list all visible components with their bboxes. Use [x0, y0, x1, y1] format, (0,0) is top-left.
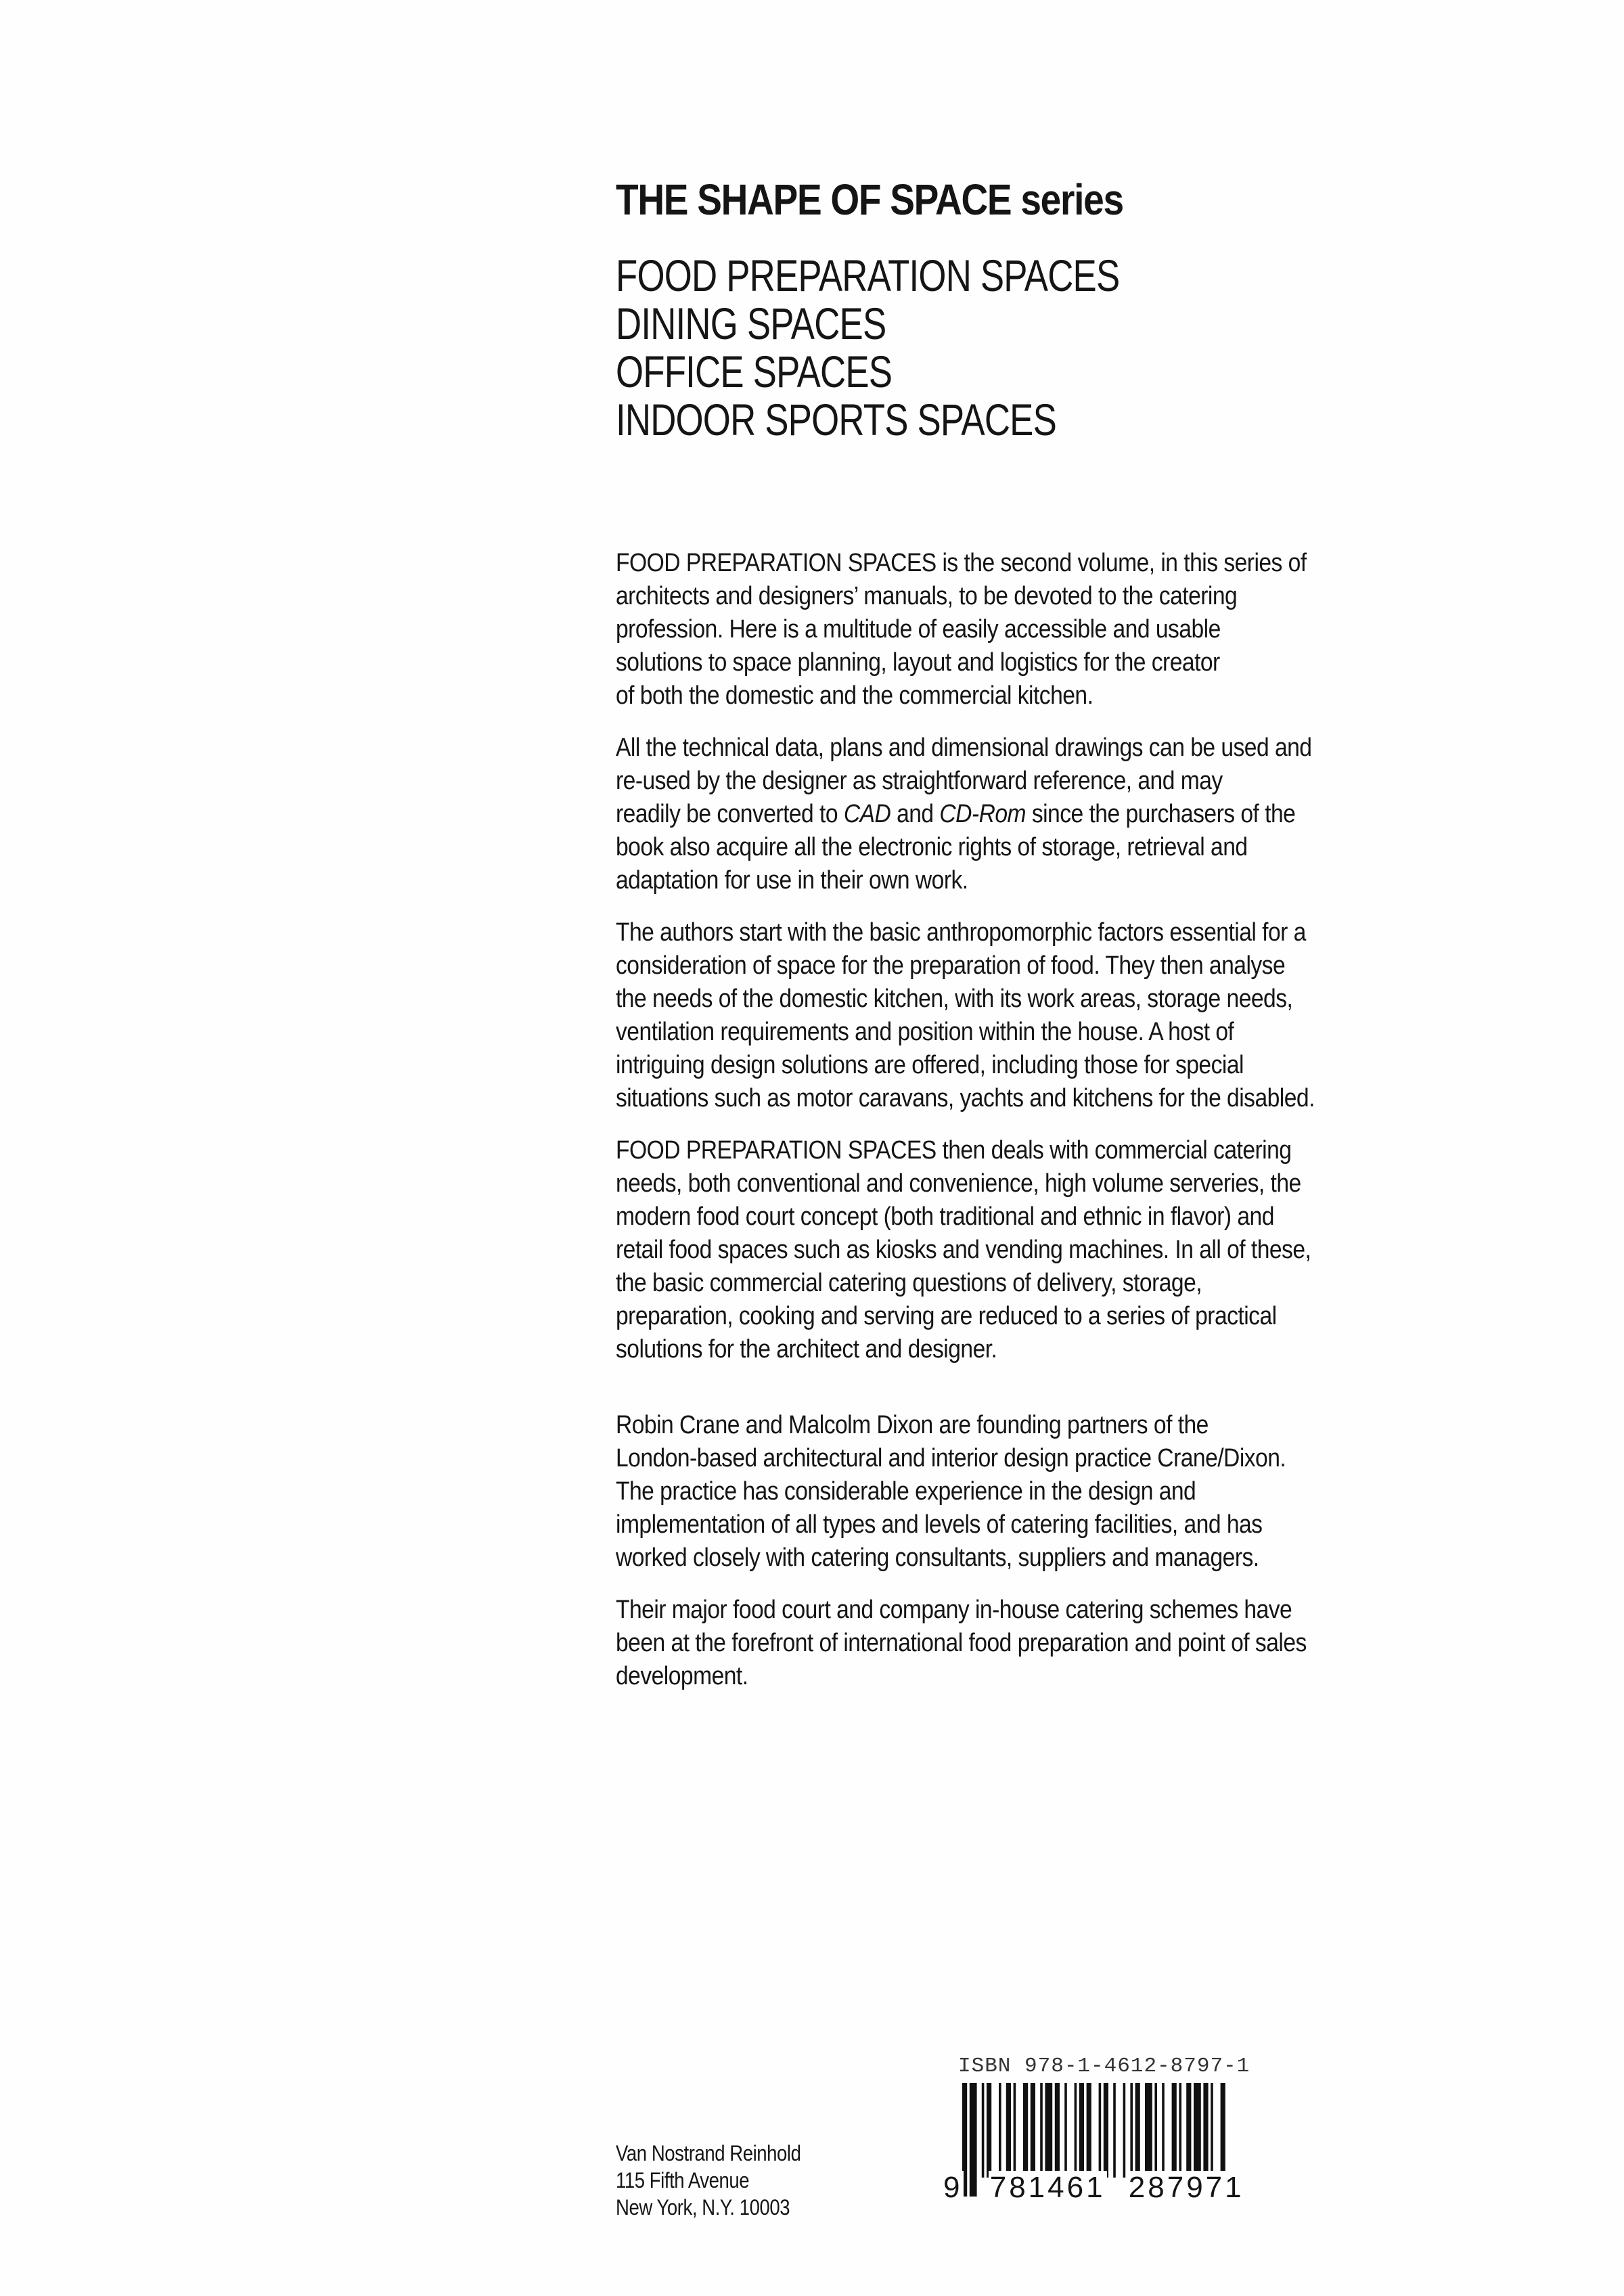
- text-line: London-based architectural and interior design practice Crane/Dixon.: [616, 1444, 1286, 1472]
- barcode-lead-digit: 9: [943, 2171, 963, 2204]
- series-title: THE SHAPE OF SPACE series: [616, 175, 1123, 224]
- text-line: the basic commercial catering questions of delivery, storage,: [616, 1269, 1202, 1297]
- barcode-bar: [1172, 2083, 1177, 2178]
- barcode-digit-group: 287971: [1128, 2171, 1244, 2204]
- text-line: modern food court concept (both traditional and ethnic in flavor) and: [616, 1202, 1274, 1231]
- text-line: solutions to space planning, layout and logistics for the creator: [616, 648, 1220, 677]
- publisher-address: [616, 2140, 831, 2221]
- text-line: re-used by the designer as straightforward reference, and may: [616, 767, 1223, 795]
- barcode-bar: [1023, 2083, 1028, 2178]
- text-line: worked closely with catering consultants, suppliers and managers.: [616, 1544, 1259, 1572]
- barcode-digit-group: 781461: [989, 2171, 1106, 2204]
- series-volume: OFFICE SPACES: [616, 346, 893, 397]
- series-volume: FOOD PREPARATION SPACES: [616, 250, 1120, 300]
- barcode-bar: [1211, 2083, 1213, 2178]
- barcode-bar: [1145, 2083, 1152, 2178]
- description-paragraph: [616, 731, 1462, 897]
- barcode-bar: [1079, 2083, 1084, 2178]
- text-line: implementation of all types and levels of catering facilities, and has: [616, 1510, 1263, 1539]
- cad-term: CAD: [843, 800, 891, 828]
- text-line: preparation, cooking and serving are reduced to a series of practical: [616, 1302, 1277, 1330]
- text-line: architects and designers’ manuals, to be devoted to the catering: [616, 582, 1238, 610]
- barcode-bar: [1179, 2083, 1181, 2178]
- barcode-bar: [1045, 2083, 1052, 2178]
- text-line: situations such as motor caravans, yachts and kitchens for the disabled.: [616, 1084, 1315, 1112]
- book-description: [616, 547, 1462, 1366]
- text-line: Their major food court and company in-house catering schemes have: [616, 1596, 1292, 1624]
- text-line: of both the domestic and the commercial kitchen.: [616, 681, 1093, 710]
- series-volume: INDOOR SPORTS SPACES: [616, 395, 1056, 445]
- text-line: needs, both conventional and convenience, high volume serveries, the: [616, 1169, 1301, 1198]
- barcode-bar: [1014, 2083, 1016, 2178]
- series-volume-list: [616, 252, 1246, 444]
- text-line: development.: [616, 1662, 748, 1690]
- text-line: book also acquire all the electronic rights of storage, retrieval and: [616, 833, 1248, 861]
- barcode-bar: [1123, 2083, 1126, 2178]
- text-line: FOOD PREPARATION SPACES is the second volume, in this series of: [616, 549, 1307, 577]
- isbn-label: ISBN 978-1-4612-8797-1: [958, 2054, 1250, 2078]
- cdrom-term: CD-Rom: [939, 800, 1027, 828]
- barcode-bar: [987, 2083, 991, 2178]
- text-line: adaptation for use in their own work.: [616, 866, 968, 895]
- barcode-bar: [1031, 2083, 1035, 2178]
- series-volume: DINING SPACES: [616, 298, 886, 348]
- barcode-bar: [1040, 2083, 1043, 2178]
- barcode-bar: [1203, 2083, 1208, 2178]
- barcode-bar: [1104, 2083, 1108, 2178]
- description-paragraph: [616, 916, 1462, 1115]
- author-bio: [616, 1409, 1462, 1693]
- text-line: ventilation requirements and position within the house. A host of: [616, 1018, 1234, 1046]
- barcode-bar: [1194, 2083, 1201, 2178]
- barcode-bar: [1130, 2083, 1133, 2178]
- text-line: [616, 798, 1364, 831]
- text-line: profession. Here is a multitude of easily accessible and usable: [616, 615, 1221, 644]
- text-line: consideration of space for the preparation of food. They then analyse: [616, 951, 1286, 980]
- text-line: solutions for the architect and designer.: [616, 1335, 997, 1364]
- barcode-bar: [982, 2083, 985, 2178]
- barcode-bar: [1113, 2083, 1116, 2178]
- barcode-bar: [1186, 2083, 1191, 2178]
- description-paragraph: [616, 1134, 1462, 1366]
- text-line: The practice has considerable experience in the design and: [616, 1477, 1196, 1506]
- publisher-city: New York, N.Y. 10003: [616, 2195, 790, 2220]
- barcode-bar: [1055, 2083, 1060, 2178]
- barcode-bar: [1099, 2083, 1102, 2178]
- barcode-bar: [1006, 2083, 1011, 2178]
- publisher-name: Van Nostrand Reinhold: [616, 2141, 801, 2165]
- publisher-street: 115 Fifth Avenue: [616, 2168, 750, 2192]
- text-line: All the technical data, plans and dimensional drawings can be used and: [616, 734, 1312, 762]
- text-line: The authors start with the basic anthropomorphic factors essential for a: [616, 918, 1306, 947]
- text-line: intriguing design solutions are offered, including those for special: [616, 1051, 1244, 1079]
- text-line: FOOD PREPARATION SPACES then deals with commercial catering: [616, 1136, 1292, 1165]
- description-paragraph: [616, 547, 1462, 713]
- barcode-bar: [1135, 2083, 1140, 2178]
- text-segment: since the purchasers of the: [1026, 800, 1296, 828]
- barcode-bar: [1064, 2083, 1067, 2178]
- barcode-bar: [1075, 2083, 1077, 2178]
- barcode-bar: [1087, 2083, 1091, 2178]
- text-line: retail food spaces such as kiosks and vending machines. In all of these,: [616, 1236, 1311, 1264]
- barcode-digits: [942, 2171, 1246, 2205]
- text-line: Robin Crane and Malcolm Dixon are founding partners of the: [616, 1411, 1209, 1439]
- text-segment: and: [890, 800, 940, 828]
- text-line: been at the forefront of international food preparation and point of sales: [616, 1629, 1307, 1657]
- barcode-bar: [1221, 2083, 1225, 2178]
- author-paragraph: [616, 1409, 1462, 1575]
- author-paragraph: [616, 1594, 1462, 1693]
- text-segment: readily be converted to: [616, 800, 844, 828]
- text-line: the needs of the domestic kitchen, with its work areas, storage needs,: [616, 985, 1293, 1013]
- barcode-bar: [999, 2083, 1001, 2178]
